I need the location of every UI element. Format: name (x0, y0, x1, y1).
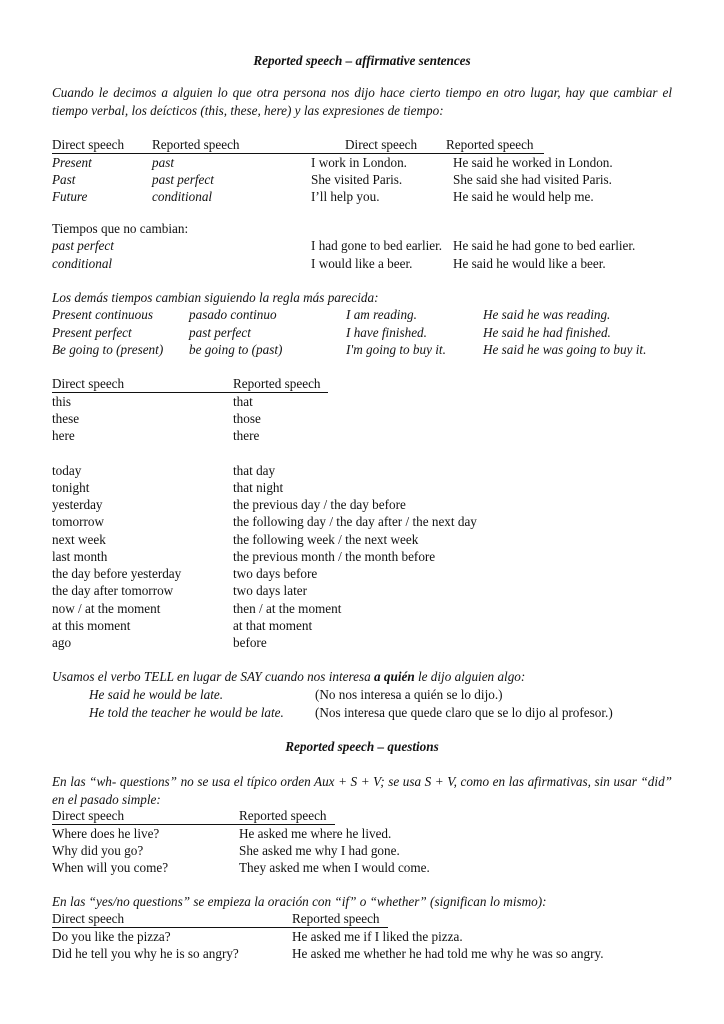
unchanged-example: I would like a beer. (311, 256, 413, 271)
unchanged-example: I had gone to bed earlier. (311, 238, 443, 253)
time-row-reported: the previous day / the day before (233, 497, 406, 512)
tense-row-example: I’ll help you. (311, 189, 380, 204)
tell-note-bold: a quién (374, 669, 415, 684)
others-row-reported: past perfect (189, 325, 251, 340)
time-row-reported: at that moment (233, 618, 313, 633)
tense-header-reported2: Reported speech (446, 137, 534, 152)
yn-row-reported: He asked me whether he had told me why he was so angry. (292, 946, 604, 961)
deictic-header-underline (52, 392, 328, 393)
others-row-reported: pasado continuo (189, 307, 277, 322)
deictic-header-direct: Direct speech (52, 376, 125, 391)
deictic-row-reported: there (233, 428, 260, 443)
wh-row-direct: When will you come? (52, 860, 169, 875)
wh-header-direct: Direct speech (52, 808, 125, 823)
wh-intro: En las “wh- questions” no se usa el típico orden Aux + S + V; se usa S + V, como en las afirmativas, sin usar “did” en el pasado simple: (52, 774, 672, 807)
tell-example-note: (No nos interesa a quién se lo dijo.) (315, 687, 503, 702)
tell-example: He told the teacher he would be late. (89, 705, 284, 720)
time-row-direct: last month (52, 549, 108, 564)
tense-row-reported: past perfect (152, 172, 214, 187)
tense-row-example-reported: She said she had visited Paris. (453, 172, 612, 187)
time-row-direct: the day before yesterday (52, 566, 182, 581)
wh-row-reported: She asked me why I had gone. (239, 843, 400, 858)
time-row-direct: tomorrow (52, 514, 105, 529)
deictic-header-reported: Reported speech (233, 376, 321, 391)
time-row-direct: tonight (52, 480, 90, 495)
others-row-direct: Present perfect (52, 325, 132, 340)
deictic-row-direct: these (52, 411, 80, 426)
tell-note-pre: Usamos el verbo TELL en lugar de SAY cuando nos interesa (52, 669, 374, 684)
yn-intro: En las “yes/no questions” se empieza la oración con “if” o “whether” (significan lo mismo): (52, 894, 547, 909)
section-title-questions: Reported speech – questions (285, 739, 439, 754)
wh-row-reported: He asked me where he lived. (239, 826, 392, 841)
time-row-direct: yesterday (52, 497, 103, 512)
deictic-row-reported: that (233, 394, 253, 409)
others-row-example: I'm going to buy it. (346, 342, 446, 357)
tense-row-example-reported: He said he worked in London. (453, 155, 613, 170)
yn-row-direct: Do you like the pizza? (52, 929, 171, 944)
time-row-reported: the following day / the day after / the next day (233, 514, 477, 529)
others-row-example-reported: He said he was going to buy it. (483, 342, 647, 357)
page-title: Reported speech – affirmative sentences (253, 53, 471, 68)
others-row-example: I am reading. (346, 307, 417, 322)
tense-row-direct: Present (52, 155, 92, 170)
wh-header-reported: Reported speech (239, 808, 327, 823)
wh-row-direct: Why did you go? (52, 843, 144, 858)
wh-header-underline (52, 824, 335, 825)
tense-row-reported: past (152, 155, 174, 170)
tell-note (52, 669, 525, 685)
time-row-reported: two days later (233, 583, 307, 598)
tense-row-direct: Future (52, 189, 88, 204)
yn-header-underline (52, 927, 388, 928)
unchanged-tense: conditional (52, 256, 113, 271)
tense-row-example: She visited Paris. (311, 172, 403, 187)
tense-header-reported: Reported speech (152, 137, 240, 152)
deictic-row-reported: those (233, 411, 261, 426)
tense-header-direct: Direct speech (52, 137, 125, 152)
tense-row-reported: conditional (152, 189, 213, 204)
tense-row-example-reported: He said he would help me. (453, 189, 594, 204)
intro-paragraph: Cuando le decimos a alguien lo que otra persona nos dijo hace cierto tiempo en otro lugar, hay que cambiar el tiempo verbal, los deícticos (this, these, here) y las expresiones de tiempo: (52, 85, 672, 118)
tense-header-underline (52, 153, 544, 154)
time-row-reported: that night (233, 480, 284, 495)
yn-row-reported: He asked me if I liked the pizza. (292, 929, 463, 944)
tell-example: He said he would be late. (89, 687, 224, 702)
tell-example-note: (Nos interesa que quede claro que se lo dijo al profesor.) (315, 705, 613, 720)
others-row-reported: be going to (past) (189, 342, 283, 357)
deictic-row-direct: here (52, 428, 75, 443)
wh-row-direct: Where does he live? (52, 826, 160, 841)
yn-header-direct: Direct speech (52, 911, 125, 926)
time-row-direct: today (52, 463, 82, 478)
yn-row-direct: Did he tell you why he is so angry? (52, 946, 239, 961)
deictic-row-direct: this (52, 394, 72, 409)
time-row-reported: the previous month / the month before (233, 549, 436, 564)
unchanged-example-reported: He said he would like a beer. (453, 256, 606, 271)
time-row-reported: two days before (233, 566, 318, 581)
time-row-direct: ago (52, 635, 72, 650)
time-row-reported: the following week / the next week (233, 532, 419, 547)
time-row-direct: next week (52, 532, 106, 547)
time-row-reported: before (233, 635, 267, 650)
tense-row-direct: Past (52, 172, 76, 187)
unchanged-label: Tiempos que no cambian: (52, 221, 189, 236)
time-row-direct: now / at the moment (52, 601, 161, 616)
others-row-example-reported: He said he was reading. (483, 307, 611, 322)
wh-row-reported: They asked me when I would come. (239, 860, 430, 875)
others-label: Los demás tiempos cambian siguiendo la regla más parecida: (52, 290, 379, 305)
time-row-direct: at this moment (52, 618, 131, 633)
others-row-example: I have finished. (346, 325, 427, 340)
yn-header-reported: Reported speech (292, 911, 380, 926)
others-row-direct: Be going to (present) (52, 342, 164, 357)
tense-row-example: I work in London. (311, 155, 407, 170)
time-row-direct: the day after tomorrow (52, 583, 174, 598)
unchanged-example-reported: He said he had gone to bed earlier. (453, 238, 636, 253)
others-row-direct: Present continuous (52, 307, 153, 322)
unchanged-tense: past perfect (52, 238, 114, 253)
time-row-reported: that day (233, 463, 276, 478)
time-row-reported: then / at the moment (233, 601, 342, 616)
others-row-example-reported: He said he had finished. (483, 325, 611, 340)
tell-note-post: le dijo alguien algo: (414, 669, 526, 684)
tense-header-direct2: Direct speech (345, 137, 418, 152)
